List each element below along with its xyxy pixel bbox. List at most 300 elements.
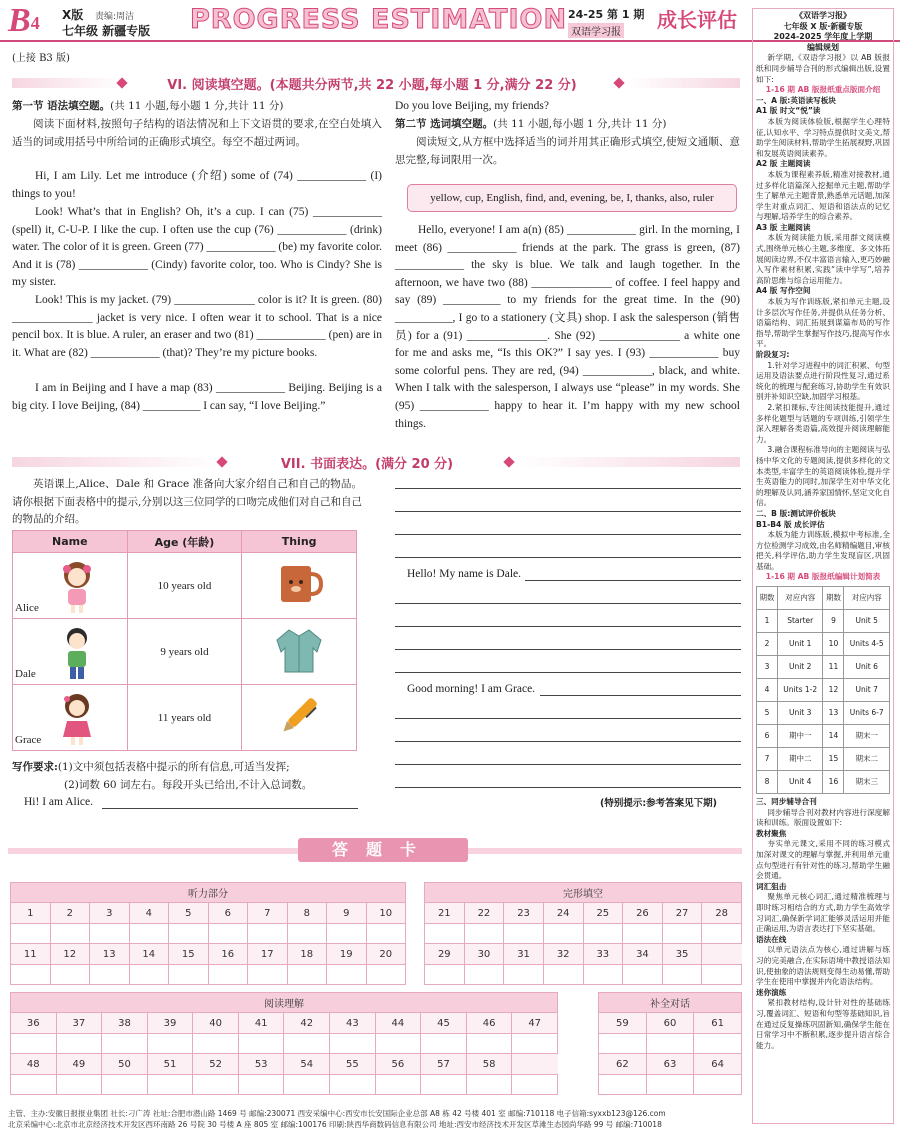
question-number: 43 (330, 1013, 376, 1034)
plan-cell: 1 (757, 610, 778, 633)
number-row (11, 903, 406, 924)
sidebar-text: 1.针对学习进程中的词汇积累、句型运用及语法要点进行阶段性复习,通过系统化的梳理与配套练习,协助学生有效识别并补知识空缺,加固学习根基。 (756, 360, 890, 402)
answer-line[interactable] (395, 603, 741, 604)
name-cell (13, 619, 128, 685)
continued-note: (上接 B3 版) (12, 53, 70, 64)
answer-box[interactable] (238, 1075, 284, 1095)
plan-cell: 期中二 (777, 748, 823, 771)
answer-box[interactable] (466, 1034, 512, 1054)
answer-box[interactable] (599, 1075, 647, 1095)
answer-box[interactable] (56, 1034, 102, 1054)
footer-line: 主管、主办:安徽日报报业集团 社长:刁广涛 社址:合肥市潜山路 1469 号 邮编:230071 西安采编中心:西安市长安国际企业总部 A8 栋 42 号楼 401 室 邮编:710118 电子信箱:syxxb123@126.com (8, 1109, 666, 1118)
question-number: 23 (504, 903, 544, 924)
plan-cell: 2 (757, 633, 778, 656)
answer-box[interactable] (330, 1034, 376, 1054)
answer-box[interactable] (504, 965, 544, 985)
question-number: 47 (512, 1013, 558, 1034)
part1-tail: Do you love Beijing, my friends? (395, 100, 549, 112)
answer-box[interactable] (193, 1034, 239, 1054)
answer-box[interactable] (646, 1075, 694, 1095)
question-number: 16 (208, 944, 248, 965)
writing-requirement-2: (2)词数 60 词左右。每段开头已给出,不计入总词数。 (64, 779, 313, 791)
answer-box[interactable] (327, 924, 367, 944)
answer-box[interactable] (512, 1075, 558, 1095)
answer-box[interactable] (50, 924, 90, 944)
answer-box[interactable] (248, 965, 288, 985)
question-number: 12 (50, 944, 90, 965)
answer-box[interactable] (90, 924, 130, 944)
number-row (11, 1013, 558, 1034)
question-number: 32 (543, 944, 583, 965)
answer-box[interactable] (623, 965, 663, 985)
question-number: 35 (662, 944, 702, 965)
sidebar-intro: 新学期,《双语学习报》以 AB 版报纸和同步辅导合刊的形式编辑出版,设置如下: (756, 53, 890, 84)
question-number: 6 (208, 903, 248, 924)
plan-cell: 期末一 (844, 725, 890, 748)
part1-para-1: Hi, I am Lily. Let me introduce (介绍) some of (74) ____________ (I) things to you! (12, 170, 382, 200)
question-number: 7 (248, 903, 288, 924)
plan-cell: 4 (757, 679, 778, 702)
answer-box[interactable] (169, 924, 209, 944)
answer-box[interactable] (284, 1075, 330, 1095)
question-number: 41 (238, 1013, 284, 1034)
col-header-name: Name (13, 531, 128, 553)
plan-cell: 3 (757, 656, 778, 679)
answer-box[interactable] (425, 965, 465, 985)
answer-box[interactable] (702, 965, 742, 985)
answer-line[interactable] (395, 534, 741, 535)
plan-cell: 16 (823, 771, 844, 794)
part1-heading: 第一节 语法填空题。(共 11 小题,每小题 1 分,共计 11 分) (12, 100, 284, 112)
answer-box[interactable] (662, 924, 702, 944)
plan-cell: 11 (823, 656, 844, 679)
answer-box[interactable] (702, 924, 742, 944)
answer-row (599, 1075, 742, 1095)
sidebar-subsection: 阶段复习: (756, 350, 790, 359)
thing-cell (242, 553, 357, 619)
answer-box[interactable] (583, 965, 623, 985)
question-number: 3 (90, 903, 130, 924)
answer-box[interactable] (327, 965, 367, 985)
answer-box[interactable] (464, 924, 504, 944)
question-number: 9 (327, 903, 367, 924)
answer-line[interactable] (395, 741, 741, 742)
answer-box[interactable] (583, 924, 623, 944)
footer-imprint (8, 1108, 748, 1130)
title-bar-left (12, 78, 122, 88)
cloze-grid (424, 882, 742, 985)
sidebar-title: 《双语学习报》 (795, 11, 851, 20)
sidebar-subsection: 迷你演练 (756, 987, 787, 997)
plan-header: 对应内容 (777, 587, 823, 610)
issue-label: 24-25 第 1 期 (568, 8, 645, 21)
answer-box[interactable] (599, 1034, 647, 1054)
plan-row (757, 748, 890, 771)
plan-cell: Unit 4 (777, 771, 823, 794)
question-number: 45 (421, 1013, 467, 1034)
question-number: 29 (425, 944, 465, 965)
plan-table (756, 586, 890, 794)
question-number: 59 (599, 1013, 647, 1034)
answer-box[interactable] (11, 924, 51, 944)
answer-box[interactable] (646, 1034, 694, 1054)
age-cell: 10 years old (127, 553, 242, 619)
plan-cell: 5 (757, 702, 778, 725)
answer-box[interactable] (330, 1075, 376, 1095)
sidebar-heading: 1-16 期 AB 版报纸重点版面介绍 (765, 85, 881, 95)
answer-box[interactable] (694, 1034, 742, 1054)
table-row (13, 619, 357, 685)
part1-para-3: Look! This is my jacket. (79) ______________ color is it? It is green. (80) ______________ jacket is very nice. I often wear it to school. That is a nice pencil box. It is blue. A ruler, an eraser and two (81) ____________ (pen) are in it. What are (82) ____________ (that)? They’re my picture books. (12, 294, 382, 359)
question-number: 27 (662, 903, 702, 924)
question-number: 56 (375, 1054, 421, 1075)
title-bar-right (518, 457, 740, 467)
question-number: 21 (425, 903, 465, 924)
plan-cell: Units 1-2 (777, 679, 823, 702)
part2-instruction: 阅读短文,从方框中选择适当的词并用其正确形式填空,使短文通顺、意思完整,每词限用一次。 (395, 136, 740, 166)
question-number: 62 (599, 1054, 647, 1075)
sidebar-text: 紧扣教材结构,设计针对性的基础练习,覆盖词汇、短语和句型等基础知识,旨在通过反复操练巩固新知,确保学生能在日常学习中不断积累,逐步提升语言综合能力。 (756, 998, 890, 1050)
answer-box[interactable] (366, 924, 406, 944)
question-number: 49 (56, 1054, 102, 1075)
plan-row (757, 679, 890, 702)
sidebar-subsection: A4 版 写作空间 (756, 286, 811, 296)
grace-start: Good morning! I am Grace. (407, 683, 536, 695)
answer-box[interactable] (50, 965, 90, 985)
table-row (13, 553, 357, 619)
listening-header: 听力部分 (11, 883, 406, 903)
sidebar-subsection: A3 版 主题阅读 (756, 222, 811, 232)
number-row (599, 1054, 742, 1075)
question-number: 20 (366, 944, 406, 965)
answer-line[interactable] (395, 511, 741, 512)
question-number: 13 (90, 944, 130, 965)
question-number: 5 (169, 903, 209, 924)
answer-line[interactable] (395, 488, 741, 489)
sidebar-text: 夯实单元课文,采用不同的练习模式加深对课文的理解与掌握,并利用单元重点句型进行有针对性的练习,帮助学生融会贯通。 (756, 839, 890, 881)
answer-box[interactable] (421, 1075, 467, 1095)
plan-header: 对应内容 (844, 587, 890, 610)
answer-box[interactable] (147, 1034, 193, 1054)
sidebar-text: 本版为课程素养版,精准对接教材,通过多样化语篇深入挖掘单元主题,帮助学生了解单元主题背景,熟悉单元话题,加深学生对重点词汇、短语和语法点的记忆与理解,培养学生的综合素养。 (756, 169, 890, 222)
word-box: yellow, cup, English, find, and, evening, be, I, thanks, also, ruler (407, 184, 737, 212)
diamond-icon (613, 77, 624, 88)
sidebar-subsection: 语法在线 (756, 934, 787, 944)
question-number: 37 (56, 1013, 102, 1034)
question-number: 57 (421, 1054, 467, 1075)
question-number: 8 (287, 903, 327, 924)
sidebar-text: 聚焦单元核心词汇,通过精准梳理与即时练习相结合的方式,助力学生高效学习词汇,确保新学词汇能够灵活运用并能正确运用,为语言表达打下坚实基础。 (756, 892, 890, 934)
plan-header: 期数 (823, 587, 844, 610)
answer-box[interactable] (543, 965, 583, 985)
column-title: 成长评估 (657, 8, 737, 32)
question-number: 4 (129, 903, 169, 924)
progress-estimation-banner: PROGRESS ESTIMATION (190, 4, 568, 35)
answer-card (8, 838, 742, 1078)
answer-box[interactable] (248, 924, 288, 944)
question-number: 10 (366, 903, 406, 924)
plan-row (757, 656, 890, 679)
jacket-icon (273, 626, 325, 674)
number-row (599, 1013, 742, 1034)
part1-para-4: I am in Beijing and I have a map (83) ____________ Beijing. Beijing is a big city. I love Beijing, (84) __________ I can say, “I love Beijing.” (12, 382, 382, 412)
answer-box[interactable] (90, 965, 130, 985)
plan-row (757, 633, 890, 656)
thing-cell (242, 685, 357, 751)
answer-box[interactable] (421, 1034, 467, 1054)
plan-cell: Unit 7 (844, 679, 890, 702)
plan-cell: 15 (823, 748, 844, 771)
answer-row (11, 965, 406, 985)
col-header-age: Age (年龄) (127, 531, 242, 553)
answer-box[interactable] (366, 965, 406, 985)
question-number: 15 (169, 944, 209, 965)
mug-icon (275, 562, 323, 606)
answer-box[interactable] (11, 965, 51, 985)
answer-row (425, 924, 742, 944)
question-number: 63 (646, 1054, 694, 1075)
sidebar-subsection: B1-B4 版 成长评估 (756, 519, 825, 529)
answer-row (11, 1075, 558, 1095)
plan-cell: Unit 5 (844, 610, 890, 633)
plan-cell: 10 (823, 633, 844, 656)
question-number: 30 (464, 944, 504, 965)
girl-illustration (59, 559, 95, 615)
answer-line[interactable] (395, 649, 741, 650)
question-number: 58 (466, 1054, 512, 1075)
question-number: 39 (147, 1013, 193, 1034)
student-name: Dale (15, 668, 36, 680)
answer-row (599, 1034, 742, 1054)
answer-card-title: 答题卡 (298, 838, 468, 862)
answer-box[interactable] (11, 1075, 57, 1095)
question-number: 17 (248, 944, 288, 965)
plan-cell: 12 (823, 679, 844, 702)
plan-cell: Starter (777, 610, 823, 633)
plan-row (757, 771, 890, 794)
sidebar-subsection: 词汇狙击 (756, 881, 787, 891)
age-cell: 9 years old (127, 619, 242, 685)
answer-line[interactable] (102, 808, 358, 809)
answer-row (11, 1034, 558, 1054)
answer-box[interactable] (543, 924, 583, 944)
sidebar-subsection: A1 版 时文“悦”读 (756, 106, 821, 116)
section-6-title: VI. 阅读填空题。(本题共分两节,共 22 小题,每小题 1 分,满分 22 分) (167, 78, 577, 93)
answer-box[interactable] (694, 1075, 742, 1095)
answer-box[interactable] (284, 1034, 330, 1054)
col-header-thing: Thing (242, 531, 357, 553)
dale-start: Hello! My name is Dale. (407, 568, 522, 580)
sidebar-text: 本版为阅读体验版,根据学生心理特征,认知水平、学习特点提供时文美文,帮助学生阅读材料,帮助学生拓展视野,巩固和发展英语阅读素养。 (756, 116, 890, 158)
page-number: B4 (8, 2, 40, 39)
paper-name: 双语学习报 (568, 23, 624, 38)
writing-requirements: 写作要求:(1)文中须包括表格中提示的所有信息,可适当发挥; (12, 761, 290, 773)
boy-illustration (59, 625, 95, 681)
sidebar-text: 同步辅导合刊对教材内容进行深度解读和训练。版面设置如下: (756, 807, 890, 828)
question-number: 25 (583, 903, 623, 924)
question-number: 51 (147, 1054, 193, 1075)
diamond-icon (503, 456, 514, 467)
sidebar-subsection: 教材聚焦 (756, 828, 787, 838)
plan-cell: 期末三 (844, 771, 890, 794)
editor-label: 责编:周洁 (95, 12, 135, 22)
answer-box[interactable] (466, 1075, 512, 1095)
table-row (13, 685, 357, 751)
answer-row (11, 924, 406, 944)
question-number: 34 (623, 944, 663, 965)
sidebar-section: 一、A 版:英语读写板块 (756, 95, 836, 105)
number-row (425, 944, 742, 965)
answer-box[interactable] (129, 965, 169, 985)
part2-passage: Hello, everyone! I am a(n) (85) ____________ girl. In the morning, I meet (86) ____________ friends at the park. The grass is green, (87) ____________ the sky is blue. We talk and laugh together. In the afternoon, we have two (88) ______________ of coffee. I feel happy and say (89) __________ to my friends for the great time. In the (90) __________, I go to a stationery (文具) shop. I ask the salesperson (销售员) for a (91) ______________. She (92) ______________ a white one for me and asks me, “Is this OK?” I say yes. I (93) ____________ buy some colorful pens. They are red, (94) ____________, black, and white. When I talk with the salesperson, I always use “please” in my words. She (95) ____________ happy to hear it. I’m happy with my new school things. (395, 224, 740, 430)
sidebar-plan-title: 编辑规划 (807, 42, 839, 52)
question-number: 1 (11, 903, 51, 924)
plan-cell: 期中一 (777, 725, 823, 748)
question-number: 14 (129, 944, 169, 965)
question-number: 42 (284, 1013, 330, 1034)
sidebar-section: 二、B 版:测试评价板块 (756, 508, 836, 518)
answer-box[interactable] (147, 1075, 193, 1095)
student-name: Grace (15, 734, 42, 746)
plan-cell: 8 (757, 771, 778, 794)
answer-box[interactable] (375, 1034, 421, 1054)
plan-header: 期数 (757, 587, 778, 610)
question-number: 61 (694, 1013, 742, 1034)
answer-box[interactable] (512, 1034, 558, 1054)
answer-box[interactable] (425, 924, 465, 944)
name-cell (13, 553, 128, 619)
plan-cell: Unit 3 (777, 702, 823, 725)
reading-grid (10, 992, 558, 1095)
answer-box[interactable] (208, 965, 248, 985)
answer-box[interactable] (11, 1034, 57, 1054)
dialog-header: 补全对话 (599, 993, 742, 1013)
answer-box[interactable] (208, 924, 248, 944)
answer-box[interactable] (56, 1075, 102, 1095)
question-number: 44 (375, 1013, 421, 1034)
question-number: 24 (543, 903, 583, 924)
edition-label: X版 (62, 8, 84, 22)
reading-header: 阅读理解 (11, 993, 558, 1013)
question-number: 52 (193, 1054, 239, 1075)
question-number: 11 (11, 944, 51, 965)
question-number: 2 (50, 903, 90, 924)
question-number: 54 (284, 1054, 330, 1075)
question-number: 31 (504, 944, 544, 965)
answer-box[interactable] (169, 965, 209, 985)
question-number: 18 (287, 944, 327, 965)
cloze-header: 完形填空 (425, 883, 742, 903)
answer-line[interactable] (395, 718, 741, 719)
sidebar-text: 3.融合课程标准导向的主题阅读与弘扬中华文化的专题阅读,提供多样化的文本类型,丰富学生的英语阅读体验,提升学生英语能力的同时,加深学生对中华文化的理解及认同,涵养家国情怀,坚定文化自信。 (756, 445, 890, 508)
alice-start: Hi! I am Alice. (24, 796, 93, 808)
question-number: 60 (646, 1013, 694, 1034)
sidebar-text: 2.紧扣课标,专注阅读技能提升,通过多样化题型与话题的专项训练,引领学生深入理解各类语篇,高效提升阅读理解能力。 (756, 402, 890, 444)
sidebar-heading: 1-16 期 AB 版报纸编辑计划简表 (765, 572, 881, 582)
question-number: 19 (327, 944, 367, 965)
question-number: 48 (11, 1054, 57, 1075)
title-bar-left (12, 457, 222, 467)
answer-hint: (特别提示:参考答案见下期) (600, 798, 717, 809)
answer-box[interactable] (623, 924, 663, 944)
name-cell (13, 685, 128, 751)
number-row (425, 903, 742, 924)
sidebar-subsection: A2 版 主题阅读 (756, 159, 811, 169)
girl-illustration (59, 691, 95, 747)
plan-cell: 14 (823, 725, 844, 748)
answer-box[interactable] (129, 924, 169, 944)
question-number: 64 (694, 1054, 742, 1075)
section-7-title: VII. 书面表达。(满分 20 分) (280, 457, 454, 472)
answer-box[interactable] (102, 1034, 148, 1054)
dialog-grid (598, 992, 742, 1095)
answer-box[interactable] (504, 924, 544, 944)
part2-heading: 第二节 选词填空题。(共 11 小题,每小题 1 分,共计 11 分) (395, 118, 667, 130)
answer-line[interactable] (395, 787, 741, 788)
question-number: 46 (466, 1013, 512, 1034)
answer-box[interactable] (287, 965, 327, 985)
question-number: 50 (102, 1054, 148, 1075)
answer-line[interactable] (395, 672, 741, 673)
answer-box[interactable] (102, 1075, 148, 1095)
title-bar-right (628, 78, 740, 88)
answer-box[interactable] (238, 1034, 284, 1054)
answer-line[interactable] (540, 695, 741, 696)
answer-box[interactable] (287, 924, 327, 944)
answer-row (425, 965, 742, 985)
plan-row (757, 610, 890, 633)
plan-row (757, 702, 890, 725)
sidebar-text: 本版为写作训练版,紧扣单元主题,设计多层次写作任务,并提供从任务分析、语篇结构、词汇拓展到谋篇布局的写作指导,帮助学生掌握写作技巧,提高写作水平。 (756, 297, 890, 349)
question-number: 53 (238, 1054, 284, 1075)
answer-line[interactable] (395, 557, 741, 558)
question-number: 28 (702, 903, 742, 924)
thing-cell (242, 619, 357, 685)
plan-cell: Units 4-5 (844, 633, 890, 656)
writing-info-table (12, 530, 357, 751)
plan-cell: 期末二 (844, 748, 890, 771)
number-row (11, 944, 406, 965)
writing-instruction: 英语课上,Alice、Dale 和 Grace 准备向大家介绍自己和自己的物品。请你根据下面表格中的提示,分别以这三位同学的口吻完成他们对自己和自己的物品的介绍。 (12, 478, 362, 526)
answer-box[interactable] (662, 965, 702, 985)
answer-box[interactable] (464, 965, 504, 985)
sidebar-term: 2024-2025 学年度上学期 (773, 32, 873, 42)
question-number: 40 (193, 1013, 239, 1034)
question-number: 36 (11, 1013, 57, 1034)
answer-line[interactable] (525, 580, 741, 581)
question-number: 22 (464, 903, 504, 924)
answer-line[interactable] (395, 764, 741, 765)
grade-label: 七年级 新疆专版 (62, 24, 151, 38)
plan-cell: Unit 2 (777, 656, 823, 679)
sidebar-text: 本版为能力训练版,模拟中考标准,全方位检测学习成效,由名师精编题目,审核把关,科学评估,助力学生发现盲区,巩固基础。 (756, 530, 890, 571)
question-number: 55 (330, 1054, 376, 1075)
question-number: 33 (583, 944, 623, 965)
plan-cell: 6 (757, 725, 778, 748)
number-row (11, 1054, 558, 1075)
listening-grid (10, 882, 406, 985)
question-number: 26 (623, 903, 663, 924)
plan-row (757, 725, 890, 748)
editorial-plan-sidebar (752, 8, 894, 1124)
answer-box[interactable] (375, 1075, 421, 1095)
part1-para-2: Look! What’s that in English? Oh, it’s a cup. I can (75) ____________ (spell) it, C-U-P. I like the cup. I often use the cup (76) ____________ (drink) water. The color of it is green. Green (77) ____________ (be) my favorite color. And it is (78) ____________ (Cindy) favorite color, too. Who is Cindy? She is my sister. (12, 206, 382, 289)
question-number: 38 (102, 1013, 148, 1034)
answer-line[interactable] (395, 626, 741, 627)
answer-box[interactable] (193, 1075, 239, 1095)
sidebar-text: 以单元语法点为核心,通过讲解与练习的完美融合,在实际语境中教授语法知识,使抽象的语法规则变得生动易懂,帮助学生在使用中掌握并内化语法结构。 (756, 945, 890, 987)
plan-cell: 7 (757, 748, 778, 771)
